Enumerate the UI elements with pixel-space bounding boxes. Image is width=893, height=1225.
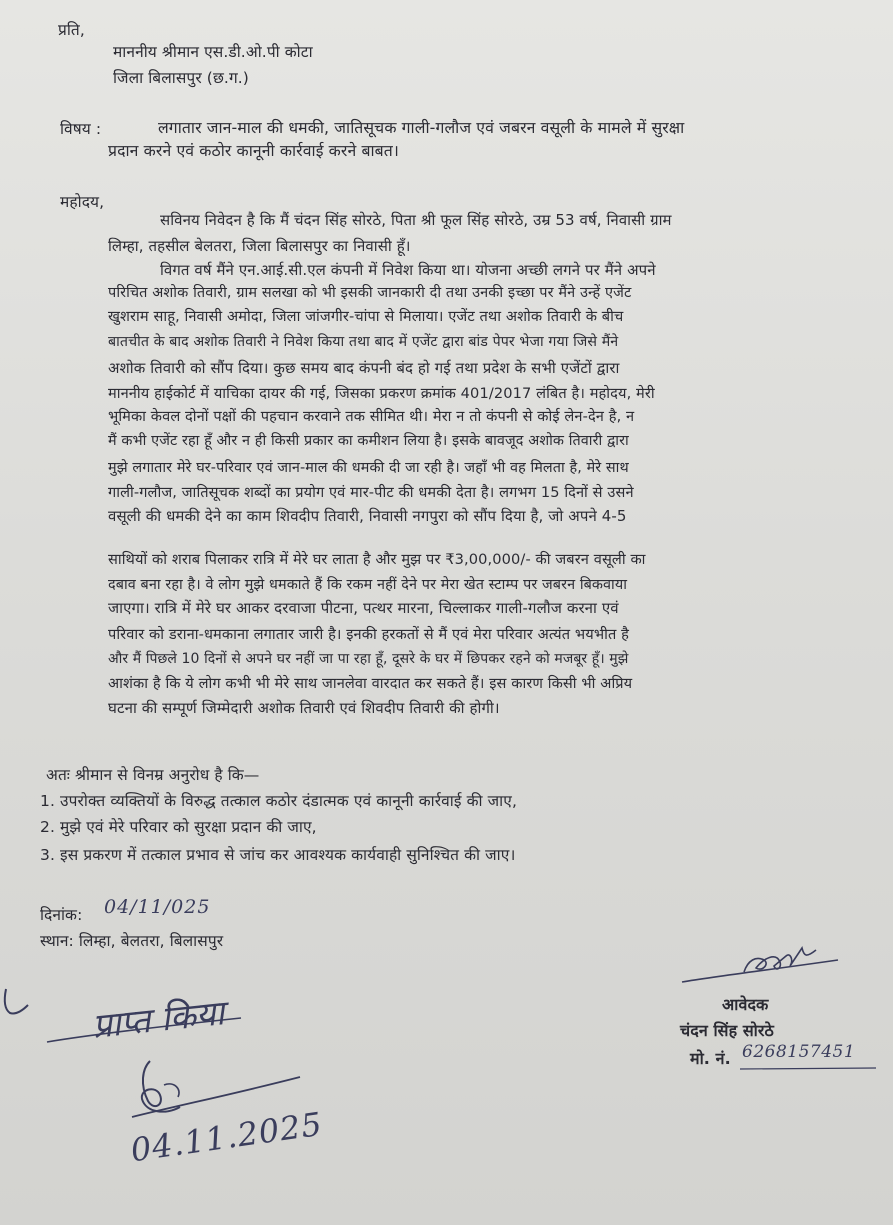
body-line: जाएगा। रात्रि में मेरे घर आकर दरवाजा पीटना, पत्थर मारना, चिल्लाकर गाली-गलौज करना एवं — [108, 599, 619, 617]
mobile-underline — [740, 1066, 880, 1072]
place: स्थान: लिम्हा, बेलतरा, बिलासपुर — [40, 932, 224, 950]
body-line: साथियों को शराब पिलाकर रात्रि में मेरे घर लाता है और मुझ पर ₹3,00,000/- की जबरन वसूली का — [108, 551, 646, 568]
body-line: अशोक तिवारी को सौंप दिया। कुछ समय बाद कंपनी बंद हो गई तथा प्रदेश के सभी एजेंटों द्वारा — [108, 359, 620, 377]
body-line: लिम्हा, तहसील बेलतरा, जिला बिलासपुर का निवासी हूँ। — [108, 237, 411, 255]
addressee: माननीय श्रीमान एस.डी.ओ.पी कोटा — [113, 43, 313, 61]
body-line: परिवार को डराना-धमकाना लगातार जारी है। इनकी हरकतों से मैं एवं मेरा परिवार अत्यंत भयभीत है — [108, 626, 629, 643]
request-intro: अतः श्रीमान से विनम्र अनुरोध है कि— — [46, 766, 260, 784]
body-line: विगत वर्ष मैंने एन.आई.सी.एल कंपनी में निवेश किया था। योजना अच्छी लगने पर मैंने अपने — [160, 261, 656, 279]
body-line: सविनय निवेदन है कि मैं चंदन सिंह सोरठे, पिता श्री फूल सिंह सोरठे, उम्र 53 वर्ष, निवासी ग्राम — [160, 211, 672, 229]
body-line: बातचीत के बाद अशोक तिवारी ने निवेश किया तथा बाद में एजेंट द्वारा बांड पेपर भेजा गया जिसे मैंने — [108, 334, 619, 350]
body-line: माननीय हाईकोर्ट में याचिका दायर की गई, जिसका प्रकरण क्रमांक 401/2017 लंबित है। महोदय, मेरी — [108, 385, 655, 402]
body-line: वसूली की धमकी देने का काम शिवदीप तिवारी, निवासी नगपुरा को सौंप दिया है, जो अपने 4-5 — [108, 507, 627, 525]
subject-label: विषय : — [60, 120, 102, 138]
request-item-3: 3. इस प्रकरण में तत्काल प्रभाव से जांच कर आवश्यक कार्यवाही सुनिश्चित की जाए। — [40, 846, 516, 864]
applicant-signature — [678, 938, 858, 986]
addressee-district: जिला बिलासपुर (छ.ग.) — [113, 69, 249, 87]
receipt-note: प्राप्त किया — [90, 993, 227, 1047]
margin-mark — [0, 985, 40, 1025]
date-label: दिनांक: — [40, 906, 83, 924]
subject-line-1: लगातार जान-माल की धमकी, जातिसूचक गाली-गलौज एवं जबरन वसूली के मामले में सुरक्षा — [158, 118, 685, 137]
body-line: दबाव बना रहा है। वे लोग मुझे धमकाते हैं कि रकम नहीं देने पर मेरा खेत स्टाम्प पर जबरन बिकवाया — [108, 577, 628, 593]
request-item-1: 1. उपरोक्त व्यक्तियों के विरुद्ध तत्काल कठोर दंडात्मक एवं कानूनी कार्रवाई की जाए, — [40, 792, 517, 810]
salutation: महोदय, — [60, 193, 105, 211]
body-line: मुझे लगातार मेरे घर-परिवार एवं जान-माल की धमकी दी जा रही है। जहाँ भी वह मिलता है, मेरे साथ — [108, 460, 629, 476]
to-prefix: प्रति, — [58, 21, 85, 39]
receipt-strike — [45, 1012, 245, 1052]
body-line: भूमिका केवल दोनों पक्षों की पहचान करवाने तक सीमित थी। मेरा न तो कंपनी से कोई लेन-देन है, न — [108, 408, 635, 425]
body-line: परिचित अशोक तिवारी, ग्राम सलखा को भी इसकी जानकारी दी तथा उनकी इच्छा पर मैंने उन्हें एजेंट — [108, 285, 632, 301]
body-line: आशंका है कि ये लोग कभी भी मेरे साथ जानलेवा वारदात कर सकते हैं। इस कारण किसी भी अप्रिय — [108, 675, 633, 692]
receipt-date: 04.11.2025 — [128, 1104, 325, 1170]
body-line: और मैं पिछले 10 दिनों से अपने घर नहीं जा पा रहा हूँ, दूसरे के घर में छिपकर रहने को मजबूर हूँ। मुझे — [108, 651, 629, 667]
body-line: खुशराम साहू, निवासी अमोदा, जिला जांजगीर-चांपा से मिलाया। एजेंट तथा अशोक तिवारी के बीच — [108, 308, 624, 325]
body-line: मैं कभी एजेंट रहा हूँ और न ही किसी प्रकार का कमीशन लिया है। इसके बावजूद अशोक तिवारी द्वारा — [108, 433, 629, 449]
body-line: घटना की सम्पूर्ण जिम्मेदारी अशोक तिवारी एवं शिवदीप तिवारी की होगी। — [108, 699, 500, 717]
handwritten-mobile: 6268157451 — [742, 1042, 856, 1062]
applicant-role: आवेदक — [722, 995, 769, 1014]
body-line: गाली-गलौज, जातिसूचक शब्दों का प्रयोग एवं मार-पीट की धमकी देता है। लगभग 15 दिनों से उसने — [108, 484, 634, 501]
applicant-name: चंदन सिंह सोरठे — [680, 1021, 774, 1040]
subject-line-2: प्रदान करने एवं कठोर कानूनी कार्रवाई करने बाबत। — [108, 141, 399, 160]
mobile-label: मो. नं. — [690, 1049, 731, 1068]
request-item-2: 2. मुझे एवं मेरे परिवार को सुरक्षा प्रदान की जाए, — [40, 818, 317, 836]
handwritten-date: 04/11/025 — [104, 896, 211, 918]
